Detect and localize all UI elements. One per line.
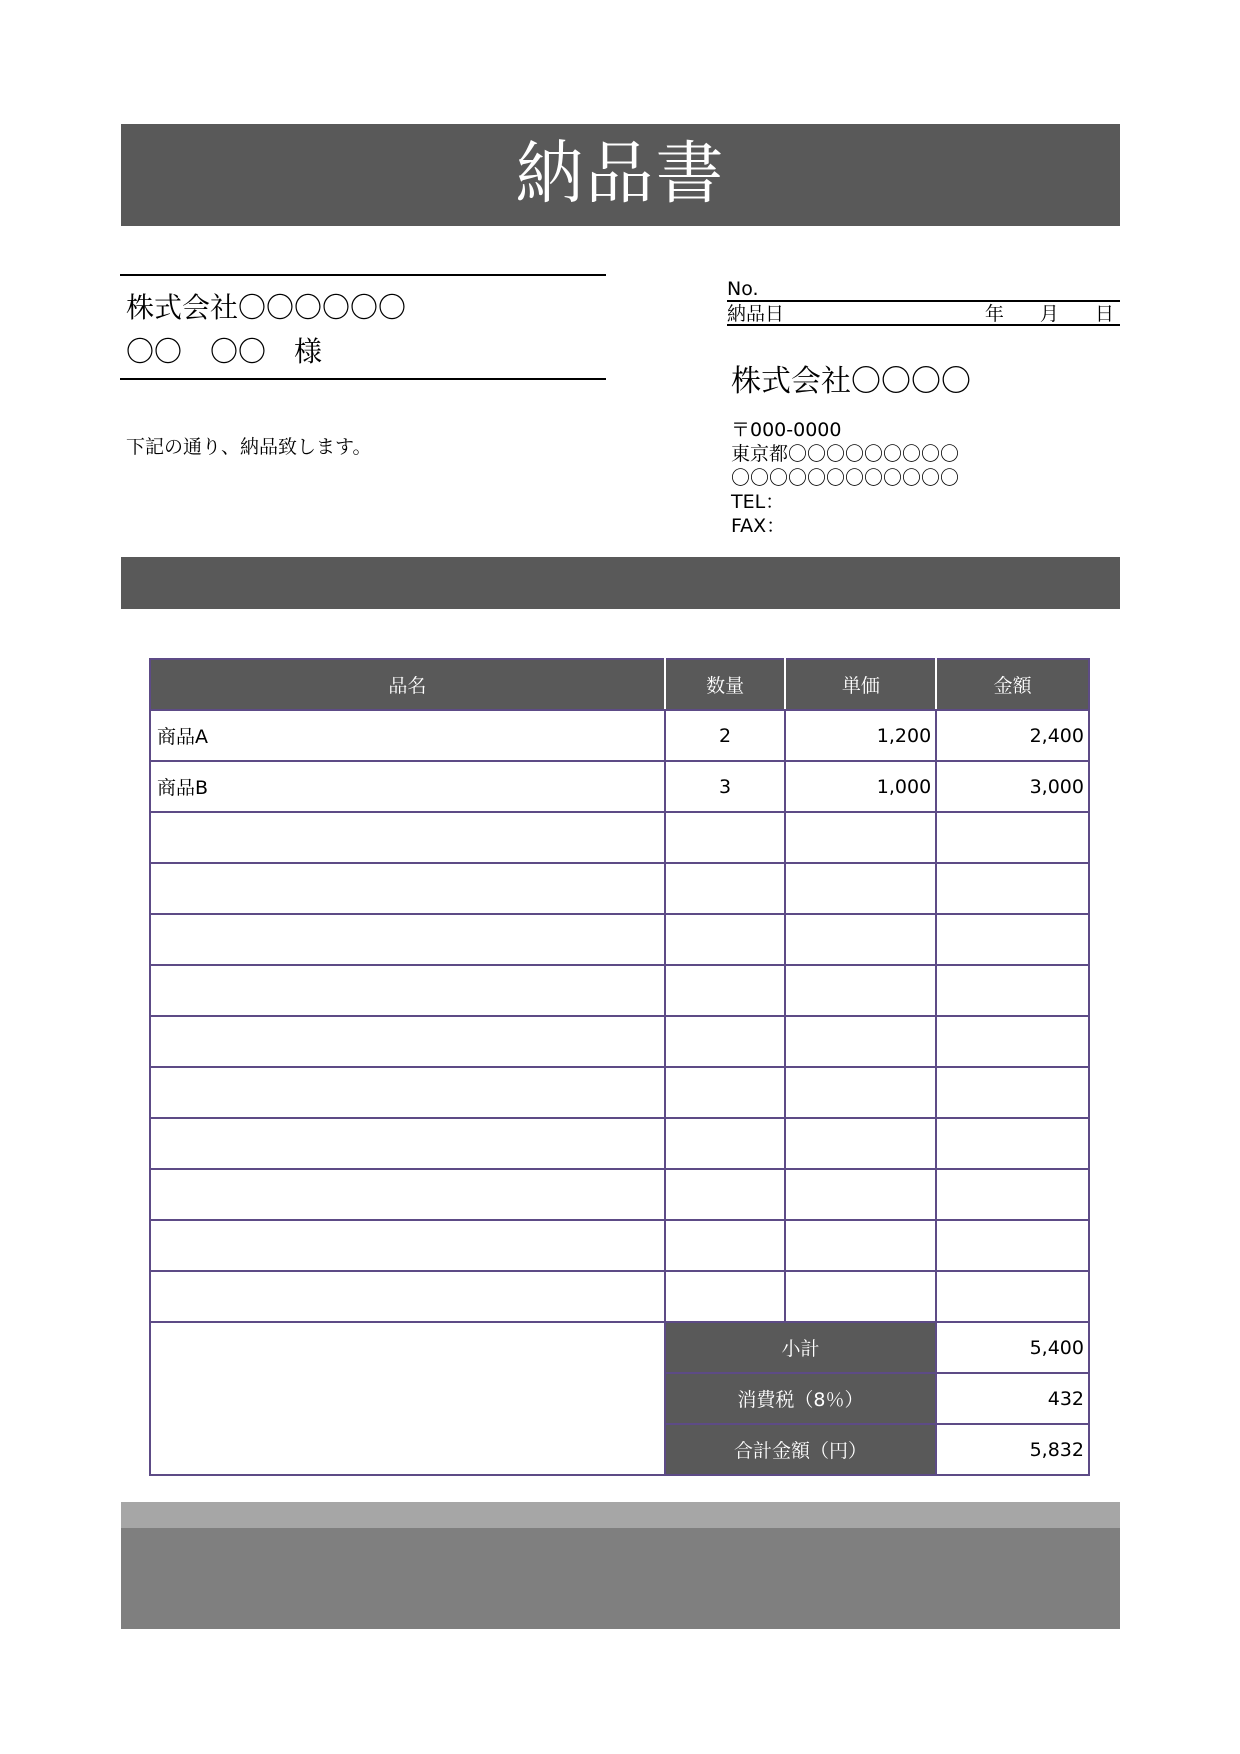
item-name: 商品B [150,761,665,812]
delivery-date-label: 納品日 [727,303,785,325]
empty-cell [936,1220,1089,1271]
recipient-honorific: 様 [294,335,323,368]
footer-band [121,1528,1120,1629]
sender-fax: FAX： [731,515,786,537]
recipient-person [120,324,606,378]
empty-cell [936,965,1089,1016]
empty-cell [785,965,936,1016]
empty-cell [150,863,665,914]
empty-cell [785,914,936,965]
empty-cell [150,1271,665,1322]
tax-label: 消費税（8％） [665,1373,936,1424]
empty-cell [665,1169,786,1220]
total-label: 合計金額（円） [665,1424,936,1475]
empty-cell [936,1067,1089,1118]
empty-cell [785,1067,936,1118]
empty-cell [150,914,665,965]
empty-cell [936,1016,1089,1067]
month-label: 月 [1039,303,1059,325]
empty-cell [936,914,1089,965]
footer-accent-band [121,1502,1120,1528]
item-qty: 3 [665,761,786,812]
empty-cell [665,1220,786,1271]
sender-address1: 東京都〇〇〇〇〇〇〇〇〇 [731,443,960,465]
table-row [150,1169,1089,1220]
empty-cell [785,863,936,914]
sender-tel: TEL： [731,491,785,513]
item-price: 1,200 [785,710,936,761]
empty-cell [936,1169,1089,1220]
empty-cell [936,1118,1089,1169]
table-row [150,863,1089,914]
sender-address2: 〇〇〇〇〇〇〇〇〇〇〇〇 [731,467,960,489]
subtotal-row [150,1322,1089,1373]
recipient-block [120,274,606,380]
empty-cell [150,1169,665,1220]
sender-block [731,356,971,538]
year-label: 年 [984,303,1004,325]
empty-cell [150,1118,665,1169]
empty-cell [150,812,665,863]
subtotal-label: 小計 [665,1322,936,1373]
header-qty: 数量 [665,659,786,710]
empty-cell [665,812,786,863]
empty-cell [785,1220,936,1271]
table-row [150,965,1089,1016]
table-row [150,1271,1089,1322]
empty-cell [150,965,665,1016]
delivery-date [727,302,1120,326]
total-value: 5,832 [936,1424,1089,1475]
item-amount: 2,400 [936,710,1089,761]
empty-cell [150,1016,665,1067]
empty-cell [665,1271,786,1322]
recipient-surname: 〇〇 [126,335,183,368]
empty-cell [665,1118,786,1169]
document-title: 納品書 [121,124,1120,226]
day-label: 日 [1094,303,1114,325]
empty-cell [785,1169,936,1220]
empty-cell [665,914,786,965]
empty-cell [665,965,786,1016]
items-table [149,658,1090,1476]
item-amount: 3,000 [936,761,1089,812]
divider [120,378,606,380]
empty-cell [936,812,1089,863]
recipient-company: 株式会社〇〇〇〇〇〇 [126,291,407,324]
table-row [150,914,1089,965]
header-amount: 金額 [936,659,1089,710]
table-row [150,1220,1089,1271]
item-name: 商品A [150,710,665,761]
empty-cell [785,812,936,863]
header-name: 品名 [150,659,665,710]
empty-cell [665,1067,786,1118]
item-price: 1,000 [785,761,936,812]
item-qty: 2 [665,710,786,761]
empty-cell [936,863,1089,914]
empty-cell [150,1220,665,1271]
tax-value: 432 [936,1373,1089,1424]
remarks-area [150,1322,665,1475]
table-row [150,1016,1089,1067]
empty-cell [150,1067,665,1118]
empty-cell [936,1271,1089,1322]
empty-cell [785,1016,936,1067]
document-meta [727,276,1120,326]
table-header-row [150,659,1089,710]
table-row [150,761,1089,812]
subject-band [121,557,1120,609]
recipient-given-name: 〇〇 [210,335,267,368]
header-price: 単価 [785,659,936,710]
table-row [150,812,1089,863]
empty-cell [665,1016,786,1067]
sender-postal: 〒000-0000 [731,419,842,441]
empty-cell [785,1118,936,1169]
empty-cell [785,1271,936,1322]
empty-cell [665,863,786,914]
intro-text: 下記の通り、納品致します。 [126,436,372,458]
document-number: No. [727,276,1120,302]
sender-company: 株式会社〇〇〇〇 [731,364,971,399]
table-row [150,710,1089,761]
table-row [150,1067,1089,1118]
subtotal-value: 5,400 [936,1322,1089,1373]
table-row [150,1118,1089,1169]
